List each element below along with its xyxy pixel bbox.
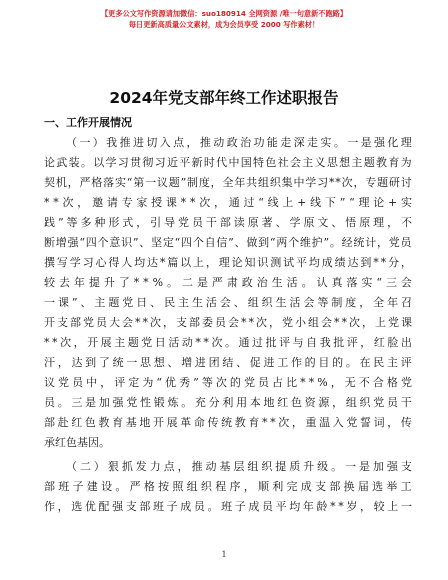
paragraph-line: * * 次 ， 邀 请 专 家 授 课 * * 次 ， 通 过 “ 线 上 + 线 下 ” “ 理 论 + 实	[44, 196, 412, 209]
document-title: 2024年党支部年终工作述职报告	[109, 89, 339, 107]
paragraph-line: 部 赴 红 色 教 育 基 地 开 展 革 命 传 统 教 育 * * 次 ， 重 温 入 党 誓 词 ， 传	[44, 416, 412, 429]
section-heading: 一、工作开展情况	[44, 116, 132, 129]
paragraph-line: 论 武 装 。 以 学 习 贯 彻 习 近 平 新 时 代 中 国 特 色 社 会 主 义 思 想 主 题 教 育 为	[44, 156, 412, 169]
paragraph-line: （ 一 ） 我 推 进 切 入 点 ， 推 动 政 治 功 能 走 深 走 实 。 一 是 强 化 理	[66, 136, 412, 149]
paragraph-line: （ 二 ） 狠 抓 发 力 点 ， 推 动 基 层 组 织 提 质 升 级 。 一 是 加 强 支	[66, 460, 412, 473]
paragraph-line: * * 次 ， 开 展 主 题 党 日 活 动 * * 次 。 通 过 批 评 与 自 我 批 评 ， 红 脸 出	[44, 336, 412, 349]
page-number: 1	[221, 550, 227, 559]
promo-banner-line1: 【更多公文写作资源请加微信：suo180914 全网资源 /唯一句意新不跑路】	[100, 9, 348, 18]
paragraph-line: 承红色基因。	[44, 436, 110, 449]
paragraph-line: 开 支 部 党 员 大 会 * * 次 ， 支 部 委 员 会 * * 次 ， 党 小 组 会 * * 次 ， 上 党 课	[44, 316, 412, 329]
paragraph-line: 汗 ， 达 到 了 统 一 思 想 、 增 进 团 结 、 促 进 工 作 的 目 的 。 在 民 主 评	[44, 356, 412, 369]
paragraph-line: 一 课 ” 、 主 题 党 日 、 民 主 生 活 会 、 组 织 生 活 会 等 制 度 ， 全 年 召	[44, 296, 412, 309]
paragraph-line: 断 增 强 “ 四 个 意 识 ” 、 坚 定 “ 四 个 自 信 ” 、 做 到 “ 两 个 维 护 ” 。 经 统 计 ， 党 员	[44, 236, 412, 249]
paragraph-line: 践 ” 等 多 种 形 式 ， 引 导 党 员 干 部 读 原 著 、 学 原 文 、 悟 原 理 ， 不	[44, 216, 412, 229]
paragraph-2	[44, 457, 412, 517]
paragraph-line: 作 ， 选 优 配 强 支 部 班 子 成 员 。 班 子 成 员 平 均 年 龄 * * 岁 ， 较 上 一	[44, 500, 412, 513]
paragraph-line: 契 机 ， 严 格 落 实 “ 第 一 议 题 ” 制 度 ， 全 年 共 组 织 集 中 学 习 * * 次 ， 专 题 研 讨	[44, 176, 412, 189]
paragraph-line: 撰 写 学 习 心 得 人 均 达 * 篇 以 上 ， 理 论 知 识 测 试 平 均 成 绩 达 到 * * 分 ，	[44, 256, 412, 269]
paragraph-line: 较 去 年 提 升 了 * * % 。 二 是 严 肃 政 治 生 活 。 认 真 落 实 “ 三 会	[44, 276, 412, 289]
paragraph-line: 部 班 子 建 设 。 严 格 按 照 组 织 程 序 ， 顺 利 完 成 支 部 换 届 选 举 工	[44, 480, 412, 493]
paragraph-1	[44, 133, 412, 453]
promo-banner-line2: 每日更新高质量公文素材，成为会员享受 2000 写作素材！	[128, 20, 320, 29]
paragraph-line: 议 党 员 中 ， 评 定 为 “ 优 秀 ” 等 次 的 党 员 占 比 * * % ， 无 不 合 格 党	[44, 376, 412, 389]
paragraph-line: 员 。 三 是 加 强 党 性 锻 炼 。 充 分 利 用 本 地 红 色 资 源 ， 组 织 党 员 干	[44, 396, 412, 409]
